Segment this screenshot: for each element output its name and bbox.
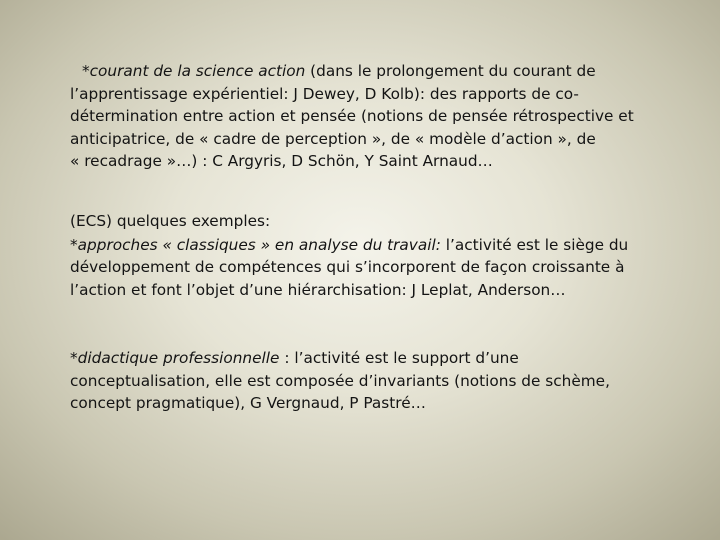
line: détermination entre action et pensée (notions de pensée rétrospective et xyxy=(70,107,634,125)
paragraph-didactique xyxy=(70,347,680,415)
paragraph-science-action xyxy=(70,60,680,173)
line: l’action et font l’objet d’une hiérarchisation: J Leplat, Anderson… xyxy=(70,280,566,299)
line xyxy=(70,234,680,257)
line: conceptualisation, elle est composée d’invariants (notions de schème, xyxy=(70,371,610,390)
italic-term: *didactique professionnelle xyxy=(70,349,280,367)
section-heading: (ECS) quelques exemples: xyxy=(70,212,271,230)
paragraph-ecs-examples xyxy=(70,210,680,301)
italic-term: *approches « classiques » en analyse du travail: xyxy=(70,235,441,254)
line: anticipatrice, de « cadre de perception », de « modèle d’action », de xyxy=(70,129,596,148)
line: concept pragmatique), G Vergnaud, P Pastré… xyxy=(70,394,426,412)
line: développement de compétences qui s’incorporent de façon croissante à xyxy=(70,258,625,276)
line: l’apprentissage expérientiel: J Dewey, D Kolb): des rapports de co- xyxy=(70,84,579,103)
line xyxy=(70,347,680,370)
text-run: l’activité est le siège du xyxy=(440,235,629,254)
italic-term: *courant de la science action xyxy=(82,62,306,80)
line: « recadrage »…) : C Argyris, D Schön, Y Saint Arnaud… xyxy=(70,152,493,170)
text-run: (dans le prolongement du courant de xyxy=(305,62,596,80)
text-run: : l’activité est le support d’une xyxy=(279,349,519,367)
line xyxy=(70,60,680,83)
